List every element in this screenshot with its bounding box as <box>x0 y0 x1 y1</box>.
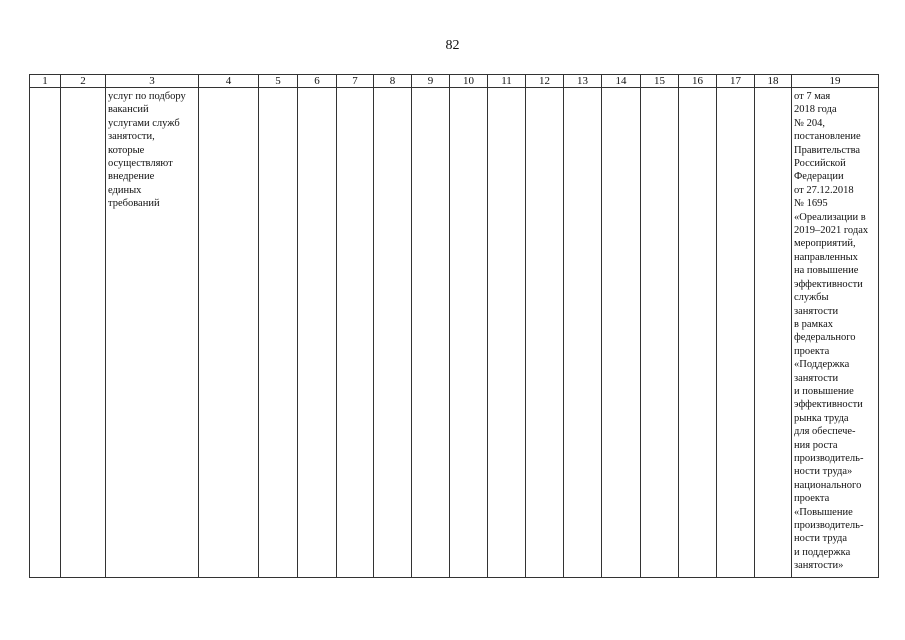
cell-text-col19: от 7 мая 2018 года № 204, постановление Правительства Российской Федерации от 27.12.2018 № 1695 «Ореализации в 2019–2021 годах мероприятий, направленных на повышение эффективности службы занятости в рамках федерального проекта «Поддержка занятости и повышение эффективности рынка труда для обеспече- ния роста производитель- ности труда» национального проекта «Повышение производитель- ности труда и поддержка занятости» <box>794 91 869 572</box>
table-cell <box>298 88 337 578</box>
table-cell <box>337 88 374 578</box>
page-number: 82 <box>445 38 460 53</box>
column-header: 8 <box>374 75 412 88</box>
column-header: 16 <box>679 75 717 88</box>
column-number-row <box>30 75 879 88</box>
column-header: 5 <box>259 75 298 88</box>
column-header: 19 <box>792 75 879 88</box>
table-cell <box>526 88 564 578</box>
table-row <box>30 88 879 578</box>
table-cell <box>679 88 717 578</box>
column-header: 13 <box>564 75 602 88</box>
table-cell <box>199 88 259 578</box>
column-header: 10 <box>450 75 488 88</box>
cell-text-col3: услуг по подбору вакансий услугами служб занятости, которые осуществляют внедрение единых требований <box>108 91 186 210</box>
column-header: 11 <box>488 75 526 88</box>
column-header: 6 <box>298 75 337 88</box>
table-cell <box>106 88 199 578</box>
table-cell <box>717 88 755 578</box>
table-cell <box>374 88 412 578</box>
table-cell <box>755 88 792 578</box>
column-header: 15 <box>641 75 679 88</box>
column-header: 1 <box>30 75 61 88</box>
table-cell <box>564 88 602 578</box>
table-cell <box>259 88 298 578</box>
table-cell <box>488 88 526 578</box>
column-header: 9 <box>412 75 450 88</box>
table-cell <box>450 88 488 578</box>
table-cell <box>30 88 61 578</box>
column-header: 17 <box>717 75 755 88</box>
column-header: 2 <box>61 75 106 88</box>
column-header: 3 <box>106 75 199 88</box>
column-header: 18 <box>755 75 792 88</box>
table-cell <box>641 88 679 578</box>
table-cell <box>602 88 641 578</box>
column-header: 12 <box>526 75 564 88</box>
column-header: 4 <box>199 75 259 88</box>
column-header: 14 <box>602 75 641 88</box>
table-cell <box>412 88 450 578</box>
table-cell <box>61 88 106 578</box>
document-table <box>29 74 879 578</box>
column-header: 7 <box>337 75 374 88</box>
table-cell <box>792 88 879 578</box>
